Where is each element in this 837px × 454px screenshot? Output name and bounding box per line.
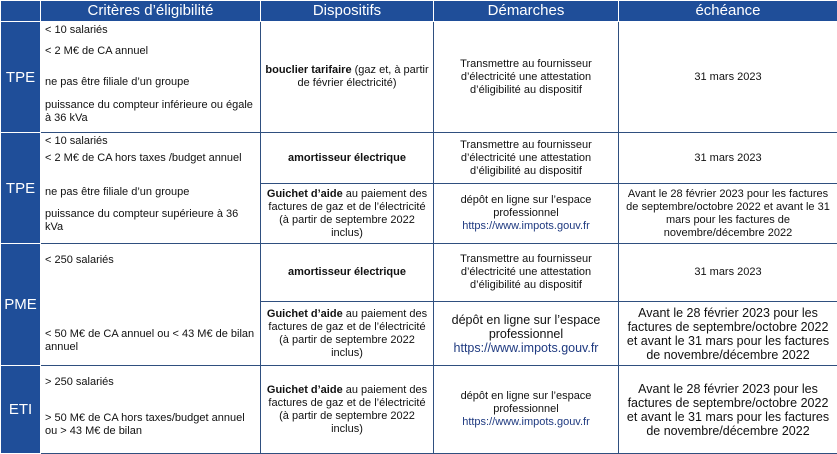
echeance-cell: 31 mars 2023 xyxy=(619,244,837,302)
dispositif-name: Guichet d’aide xyxy=(267,384,343,396)
category-pme: PME xyxy=(1,244,41,366)
table-row xyxy=(1,366,837,454)
header-criteria: Critères d’éligibilité xyxy=(41,1,261,22)
echeance-cell: 31 mars 2023 xyxy=(619,133,837,184)
criterion: < 250 salariés xyxy=(45,246,256,328)
dispositif-detail: au paiement des factures de gaz et de l’électricité (à partir de septembre 2022 inclus) xyxy=(268,188,427,239)
header-echeance: échéance xyxy=(619,1,837,22)
demarche-text: dépôt en ligne sur l’espace professionnel xyxy=(438,194,614,220)
table-row xyxy=(1,244,837,302)
dispositif-detail: (gaz et, à partir de février électricité) xyxy=(297,64,428,89)
header-category xyxy=(1,1,41,22)
demarche-cell xyxy=(434,302,619,366)
demarche-cell xyxy=(434,184,619,244)
table-row xyxy=(1,133,837,184)
criteria-cell xyxy=(41,133,261,244)
criterion: < 2 M€ de CA annuel xyxy=(45,45,256,76)
dispositif-cell xyxy=(261,184,434,244)
demarche-text: dépôt en ligne sur l’espace professionnel xyxy=(438,390,614,416)
criteria-cell xyxy=(41,22,261,133)
criterion: < 10 salariés xyxy=(45,135,256,152)
header-dispositifs: Dispositifs xyxy=(261,1,434,22)
criterion: > 250 salariés xyxy=(45,368,256,412)
dispositif-name: Guichet d’aide xyxy=(267,188,343,200)
impots-link[interactable]: https://www.impots.gouv.fr xyxy=(438,220,614,233)
criterion: < 2 M€ de CA hors taxes /budget annuel xyxy=(45,152,256,186)
demarche-cell: Transmettre au fournisseur d’électricité une attestation d’éligibilité au dispositif xyxy=(434,244,619,302)
dispositif-name: bouclier tarifaire xyxy=(265,64,351,76)
table-row xyxy=(1,22,837,133)
dispositif-cell xyxy=(261,366,434,454)
dispositif-cell xyxy=(261,302,434,366)
impots-link[interactable]: https://www.impots.gouv.fr xyxy=(438,341,614,355)
category-tpe: TPE xyxy=(1,22,41,133)
criterion: > 50 M€ de CA hors taxes/budget annuel ou > 43 M€ de bilan xyxy=(45,412,256,438)
dispositif-cell xyxy=(261,244,434,302)
dispositif-cell xyxy=(261,133,434,184)
dispositif-detail: au paiement des factures de gaz et de l’électricité (à partir de septembre 2022 inclus) xyxy=(268,308,427,359)
category-eti: ETI xyxy=(1,366,41,454)
demarche-cell: Transmettre au fournisseur d’électricité une attestation d’éligibilité au dispositif xyxy=(434,22,619,133)
criterion: ne pas être filiale d’un groupe xyxy=(45,186,256,208)
echeance-cell: Avant le 28 février 2023 pour les factures de septembre/octobre 2022 et avant le 31 mars pour les factures de novembre/décembre 2022 xyxy=(619,184,837,244)
dispositif-name: amortisseur électrique xyxy=(288,152,406,164)
echeance-cell: Avant le 28 février 2023 pour les factures de septembre/octobre 2022 et avant le 31 mars pour les factures de novembre/décembre 2022 xyxy=(619,302,837,366)
criterion: < 10 salariés xyxy=(45,24,256,45)
criteria-cell xyxy=(41,366,261,454)
impots-link[interactable]: https://www.impots.gouv.fr xyxy=(438,416,614,429)
criterion: ne pas être filiale d’un groupe xyxy=(45,76,256,99)
dispositif-name: Guichet d’aide xyxy=(267,308,343,320)
header-demarches: Démarches xyxy=(434,1,619,22)
demarche-cell xyxy=(434,366,619,454)
dispositif-cell xyxy=(261,22,434,133)
dispositif-detail: au paiement des factures de gaz et de l’électricité (à partir de septembre 2022 inclus) xyxy=(268,384,427,435)
echeance-cell: Avant le 28 février 2023 pour les factures de septembre/octobre 2022 et avant le 31 mars pour les factures de novembre/décembre 2022 xyxy=(619,366,837,454)
demarche-text: dépôt en ligne sur l’espace professionnel xyxy=(438,313,614,341)
echeance-cell: 31 mars 2023 xyxy=(619,22,837,133)
category-tpe-2: TPE xyxy=(1,133,41,244)
criterion: puissance du compteur inférieure ou égale à 36 kVa xyxy=(45,99,256,125)
criterion: puissance du compteur supérieure à 36 kVa xyxy=(45,208,256,234)
criterion: < 50 M€ de CA annuel ou < 43 M€ de bilan annuel xyxy=(45,328,256,354)
dispositif-name: amortisseur électrique xyxy=(288,266,406,278)
demarche-cell: Transmettre au fournisseur d’électricité une attestation d’éligibilité au dispositif xyxy=(434,133,619,184)
header-row xyxy=(1,1,837,22)
criteria-cell xyxy=(41,244,261,366)
